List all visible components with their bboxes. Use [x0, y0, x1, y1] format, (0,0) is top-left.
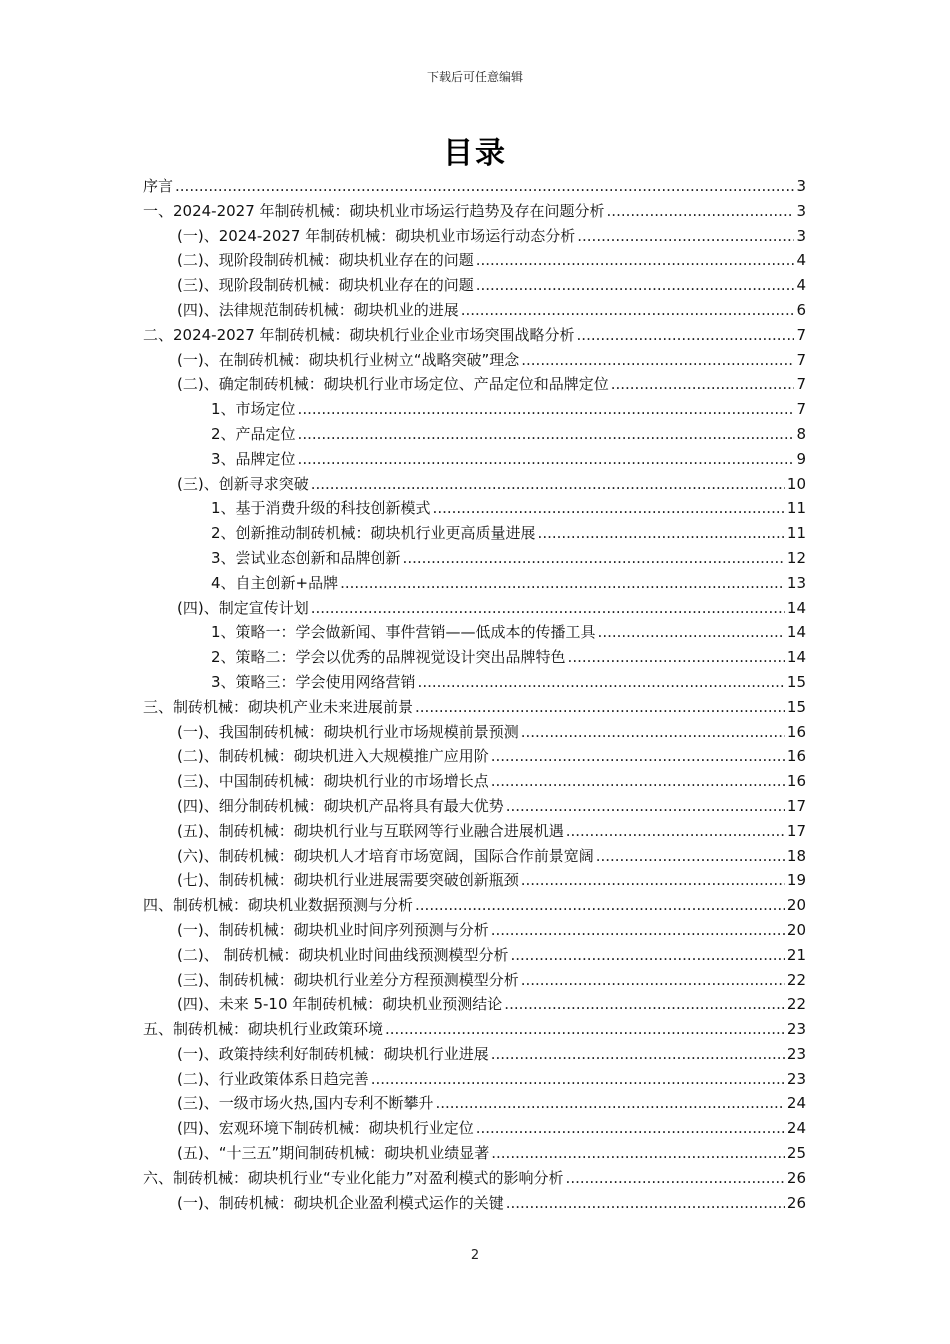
- toc-entry-page: 14: [786, 598, 806, 617]
- toc-entry-text: 3、品牌定位: [211, 449, 296, 468]
- toc-entry-page: 16: [786, 747, 806, 766]
- toc-dot-leader: [521, 348, 794, 373]
- toc-entry-text: 1、策略一：学会做新闻、事件营销——低成本的传播工具: [211, 623, 596, 642]
- toc-dot-leader: [596, 844, 785, 869]
- table-of-contents: [143, 174, 806, 1215]
- toc-entry-page: 7: [796, 400, 806, 419]
- toc-dot-leader: [476, 1116, 785, 1141]
- toc-dot-leader: [476, 248, 795, 273]
- toc-dot-leader: [175, 174, 794, 199]
- toc-dot-leader: [385, 1017, 785, 1042]
- toc-entry[interactable]: [143, 720, 806, 745]
- toc-dot-leader: [510, 943, 784, 968]
- toc-entry-text: 4、自主创新+品牌: [211, 573, 339, 592]
- toc-entry-page: 18: [786, 846, 806, 865]
- toc-entry[interactable]: [143, 844, 806, 869]
- toc-entry-text: (四)、制定宣传计划: [177, 598, 309, 617]
- toc-entry-page: 23: [786, 1069, 806, 1088]
- toc-entry-text: 1、市场定位: [211, 400, 296, 419]
- toc-entry[interactable]: [143, 447, 806, 472]
- toc-dot-leader: [298, 447, 795, 472]
- toc-entry[interactable]: [143, 645, 806, 670]
- toc-entry-page: 20: [786, 920, 806, 939]
- toc-entry-text: (五)、“十三五”期间制砖机械：砌块机业绩显著: [177, 1144, 490, 1163]
- toc-entry-page: 12: [786, 548, 806, 567]
- toc-entry-text: 3、尝试业态创新和品牌创新: [211, 548, 401, 567]
- toc-entry-text: (四)、法律规范制砖机械：砌块机业的进展: [177, 300, 459, 319]
- toc-entry-text: (三)、制砖机械：砌块机行业差分方程预测模型分析: [177, 970, 519, 989]
- toc-dot-leader: [611, 372, 795, 397]
- toc-entry-text: 三、制砖机械：砌块机产业未来进展前景: [143, 697, 414, 716]
- toc-dot-leader: [491, 918, 785, 943]
- toc-entry[interactable]: [143, 273, 806, 298]
- toc-entry-text: (三)、现阶段制砖机械：砌块机业存在的问题: [177, 276, 474, 295]
- toc-entry-text: (一)、2024-2027 年制砖机械：砌块机业市场运行动态分析: [177, 226, 576, 245]
- toc-dot-leader: [491, 769, 785, 794]
- toc-dot-leader: [476, 273, 795, 298]
- toc-entry-page: 4: [796, 276, 806, 295]
- toc-entry[interactable]: [143, 1166, 806, 1191]
- toc-entry-page: 24: [786, 1094, 806, 1113]
- toc-entry-page: 17: [786, 821, 806, 840]
- toc-entry[interactable]: [143, 992, 806, 1017]
- toc-dot-leader: [521, 868, 785, 893]
- toc-entry-text: 五、制砖机械：砌块机行业政策环境: [143, 1020, 384, 1039]
- toc-entry[interactable]: [143, 546, 806, 571]
- toc-dot-leader: [504, 992, 785, 1017]
- toc-entry[interactable]: [143, 397, 806, 422]
- toc-entry[interactable]: [143, 248, 806, 273]
- toc-dot-leader: [566, 1166, 785, 1191]
- toc-entry-page: 16: [786, 772, 806, 791]
- toc-entry[interactable]: [143, 794, 806, 819]
- toc-entry-text: (三)、中国制砖机械：砌块机行业的市场增长点: [177, 772, 489, 791]
- toc-entry-text: 六、制砖机械：砌块机行业“专业化能力”对盈利模式的影响分析: [143, 1168, 564, 1187]
- toc-entry-page: 13: [786, 573, 806, 592]
- toc-entry-text: 四、制砖机械：砌块机业数据预测与分析: [143, 896, 414, 915]
- toc-entry[interactable]: [143, 422, 806, 447]
- toc-entry-page: 3: [796, 177, 806, 195]
- toc-entry-text: (二)、 制砖机械：砌块机业时间曲线预测模型分析: [177, 945, 509, 964]
- toc-entry-page: 7: [796, 325, 806, 344]
- toc-entry-page: 19: [786, 871, 806, 890]
- toc-entry-text: (一)、制砖机械：砌块机业时间序列预测与分析: [177, 920, 489, 939]
- toc-entry-page: 15: [786, 672, 806, 691]
- page-number: 2: [470, 1248, 480, 1263]
- toc-entry-page: 14: [786, 648, 806, 667]
- toc-entry[interactable]: [143, 348, 806, 373]
- toc-dot-leader: [506, 794, 785, 819]
- toc-entry-text: 2、产品定位: [211, 424, 296, 443]
- toc-dot-leader: [521, 968, 785, 993]
- toc-entry-page: 22: [786, 970, 806, 989]
- toc-entry-text: (四)、未来 5-10 年制砖机械：砌块机业预测结论: [177, 995, 503, 1014]
- toc-entry-page: 7: [796, 375, 806, 394]
- toc-entry-text: 一、2024-2027 年制砖机械：砌块机业市场运行趋势及存在问题分析: [143, 201, 605, 220]
- toc-entry-page: 3: [796, 226, 806, 245]
- toc-dot-leader: [461, 298, 795, 323]
- toc-entry[interactable]: [143, 596, 806, 621]
- toc-entry-text: 1、基于消费升级的科技创新模式: [211, 499, 431, 518]
- toc-entry-text: (六)、制砖机械：砌块机人才培育市场宽阔，国际合作前景宽阔: [177, 846, 594, 865]
- toc-entry-page: 23: [786, 1020, 806, 1039]
- toc-dot-leader: [491, 1042, 785, 1067]
- toc-entry[interactable]: [143, 1191, 806, 1216]
- toc-entry-text: 2、策略二：学会以优秀的品牌视觉设计突出品牌特色: [211, 648, 566, 667]
- toc-entry-page: 20: [786, 896, 806, 915]
- toc-dot-leader: [311, 596, 785, 621]
- toc-entry[interactable]: [143, 868, 806, 893]
- toc-entry-page: 26: [786, 1193, 806, 1212]
- toc-entry-text: (七)、制砖机械：砌块机行业进展需要突破创新瓶颈: [177, 871, 519, 890]
- toc-entry[interactable]: [143, 298, 806, 323]
- toc-dot-leader: [298, 397, 795, 422]
- toc-entry-text: (一)、在制砖机械：砌块机行业树立“战略突破”理念: [177, 350, 520, 369]
- toc-entry-page: 8: [796, 424, 806, 443]
- toc-entry-text: 二、2024-2027 年制砖机械：砌块机行业企业市场突围战略分析: [143, 325, 575, 344]
- toc-entry-page: 11: [786, 524, 806, 543]
- toc-entry[interactable]: [143, 819, 806, 844]
- toc-entry-page: 24: [786, 1119, 806, 1138]
- toc-entry[interactable]: [143, 918, 806, 943]
- toc-dot-leader: [403, 546, 785, 571]
- toc-entry-text: (四)、细分制砖机械：砌块机产品将具有最大优势: [177, 796, 504, 815]
- toc-entry-page: 17: [786, 796, 806, 815]
- toc-dot-leader: [491, 1141, 785, 1166]
- toc-dot-leader: [577, 224, 794, 249]
- toc-entry[interactable]: [143, 1067, 806, 1092]
- toc-entry[interactable]: [143, 496, 806, 521]
- toc-entry-text: (二)、行业政策体系日趋完善: [177, 1069, 369, 1088]
- toc-entry-page: 4: [796, 251, 806, 270]
- toc-entry[interactable]: [143, 174, 806, 199]
- toc-dot-leader: [506, 1191, 785, 1216]
- toc-entry[interactable]: [143, 571, 806, 596]
- toc-entry[interactable]: [143, 1091, 806, 1116]
- toc-entry-page: 11: [786, 499, 806, 518]
- toc-entry[interactable]: [143, 372, 806, 397]
- toc-entry-text: (一)、制砖机械：砌块机企业盈利模式运作的关键: [177, 1193, 504, 1212]
- toc-entry[interactable]: [143, 323, 806, 348]
- toc-entry-page: 7: [796, 350, 806, 369]
- toc-entry-text: (二)、制砖机械：砌块机进入大规模推广应用阶: [177, 747, 489, 766]
- toc-dot-leader: [340, 571, 785, 596]
- toc-dot-leader: [418, 670, 785, 695]
- toc-entry-page: 16: [786, 722, 806, 741]
- toc-entry[interactable]: [143, 199, 806, 224]
- toc-entry-text: (二)、确定制砖机械：砌块机行业市场定位、产品定位和品牌定位: [177, 375, 609, 394]
- toc-entry[interactable]: [143, 521, 806, 546]
- toc-entry-page: 26: [786, 1168, 806, 1187]
- toc-entry-page: 10: [786, 474, 806, 493]
- toc-entry-page: 25: [786, 1144, 806, 1163]
- toc-entry-text: (五)、制砖机械：砌块机行业与互联网等行业融合进展机遇: [177, 821, 564, 840]
- toc-entry[interactable]: [143, 1116, 806, 1141]
- toc-entry[interactable]: [143, 695, 806, 720]
- toc-dot-leader: [598, 620, 785, 645]
- header-note: 下载后可任意编辑: [426, 70, 523, 84]
- toc-dot-leader: [566, 819, 785, 844]
- toc-entry-text: 2、创新推动制砖机械：砌块机行业更高质量进展: [211, 524, 536, 543]
- toc-dot-leader: [538, 521, 785, 546]
- toc-entry-text: 3、策略三：学会使用网络营销: [211, 672, 416, 691]
- toc-entry-page: 3: [796, 201, 806, 220]
- toc-entry[interactable]: [143, 943, 806, 968]
- toc-entry-page: 22: [786, 995, 806, 1014]
- toc-entry-text: (二)、现阶段制砖机械：砌块机业存在的问题: [177, 251, 474, 270]
- toc-entry-page: 6: [796, 300, 806, 319]
- toc-dot-leader: [435, 1091, 784, 1116]
- toc-dot-leader: [607, 199, 795, 224]
- toc-entry[interactable]: [143, 744, 806, 769]
- toc-entry[interactable]: [143, 224, 806, 249]
- toc-entry[interactable]: [143, 769, 806, 794]
- toc-entry-text: 序言: [143, 177, 174, 195]
- toc-entry[interactable]: [143, 620, 806, 645]
- toc-dot-leader: [433, 496, 785, 521]
- toc-title: 目录: [443, 136, 507, 171]
- toc-entry-page: 21: [786, 945, 806, 964]
- toc-entry-text: (一)、政策持续利好制砖机械：砌块机行业进展: [177, 1044, 489, 1063]
- toc-entry-text: (三)、创新寻求突破: [177, 474, 309, 493]
- toc-dot-leader: [311, 472, 785, 497]
- toc-entry[interactable]: [143, 1141, 806, 1166]
- toc-dot-leader: [577, 323, 795, 348]
- toc-dot-leader: [491, 744, 785, 769]
- toc-entry[interactable]: [143, 893, 806, 918]
- toc-entry[interactable]: [143, 1042, 806, 1067]
- toc-dot-leader: [298, 422, 795, 447]
- toc-entry[interactable]: [143, 472, 806, 497]
- toc-dot-leader: [415, 695, 785, 720]
- toc-entry-text: (四)、宏观环境下制砖机械：砌块机行业定位: [177, 1119, 474, 1138]
- toc-entry-page: 9: [796, 449, 806, 468]
- toc-dot-leader: [415, 893, 785, 918]
- toc-dot-leader: [568, 645, 785, 670]
- toc-entry[interactable]: [143, 670, 806, 695]
- toc-entry-page: 14: [786, 623, 806, 642]
- toc-entry[interactable]: [143, 1017, 806, 1042]
- toc-entry-page: 15: [786, 697, 806, 716]
- toc-entry-text: (三)、一级市场火热,国内专利不断攀升: [177, 1094, 434, 1113]
- toc-dot-leader: [371, 1067, 785, 1092]
- toc-entry-text: (一)、我国制砖机械：砌块机行业市场规模前景预测: [177, 722, 519, 741]
- toc-dot-leader: [521, 720, 785, 745]
- toc-entry[interactable]: [143, 968, 806, 993]
- toc-entry-page: 23: [786, 1044, 806, 1063]
